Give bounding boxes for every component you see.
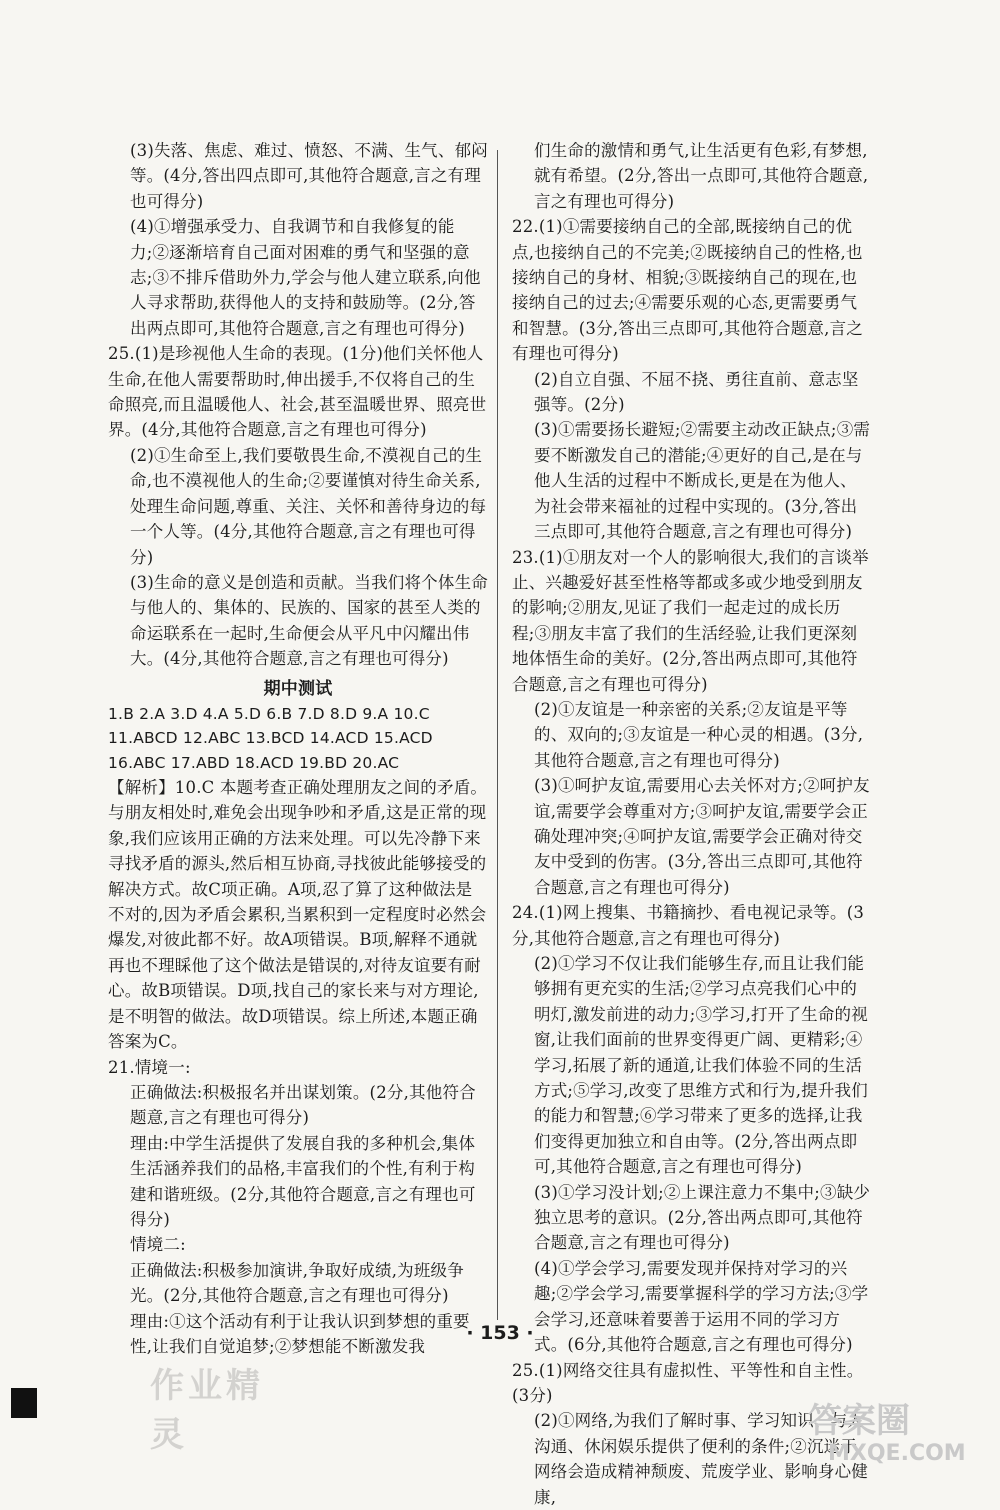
answer-22-1: 22.(1)①需要接纳自己的全部,既接纳自己的优点,也接纳自己的不完美;②既接纳自己的性格,也接纳自己的身材、相貌;③既接纳自己的现在,也接纳自己的过去;④需要乐观的心态,更需要勇气和智慧。(3分,答出三点即可,其他符合题意,言之有理也可得分) — [512, 217, 863, 364]
answer-24-1: 24.(1)网上搜集、书籍摘抄、看电视记录等。(3分,其他符合题意,言之有理也可得分) — [512, 903, 865, 948]
answer-22-2: (2)自立自强、不屈不挠、勇往直前、意志坚强等。(2分) — [534, 369, 859, 415]
answers-row-3: 16.ABC 17.ABD 18.ACD 19.BD 20.AC — [108, 753, 400, 772]
left-column — [108, 138, 488, 1359]
section-title: 期中测试 — [263, 678, 333, 699]
column-divider — [497, 150, 498, 1320]
q21-scenario1-reason: 理由:中学生活提供了发展自我的多种机会,集体生活涵养我们的品格,丰富我们的个性,有利于构建和谐班级。(2分,其他符合题意,言之有理也可得分) — [130, 1133, 476, 1229]
right-column — [512, 138, 872, 1510]
answer-25-2-right: (2)①网络,为我们了解时事、学习知识、与人沟通、休闲娱乐提供了便利的条件;②沉迷于网络会造成精神颓废、荒废学业、影响身心健康, — [534, 1411, 868, 1507]
answer-25-3: (3)生命的意义是创造和贡献。当我们将个体生命与他人的、集体的、民族的、国家的甚至人类的命运联系在一起时,生命便会从平凡中闪耀出伟大。(4分,其他符合题意,言之有理也可得分) — [130, 572, 488, 669]
answer-24-3: (3)失落、焦虑、难过、愤怒、不满、生气、郁闷等。(4分,答出四点即可,其他符合题意,言之有理也可得分) — [130, 141, 488, 211]
answer-23-2: (2)①友谊是一种亲密的关系;②友谊是平等的、双向的;③友谊是一种心灵的相遇。(3分,其他符合题意,言之有理也可得分) — [534, 699, 864, 770]
analysis-paragraph: 【解析】10.C 本题考查正确处理朋友之间的矛盾。与朋友相处时,难免会出现争吵和矛盾,这是正常的现象,我们应该用正确的方法来处理。可以先冷静下来寻找矛盾的源头,然后相互协商,寻找彼此能够接受的解决方式。故C项正确。A项,忍了算了这种做法是不对的,因为矛盾会累积,当累积到一定程度时必然会爆发,对彼此都不好。故A项错误。B项,解释不通就再也不理睬他了这个做法是错误的,对待友谊要有耐心。故B项错误。D项,找自己的家长来与对方理论,是不明智的做法。故D项错误。综上所述,本题正确答案为C。 — [108, 778, 488, 1052]
answer-24-3-right: (3)①学习没计划;②上课注意力不集中;③缺少独立思考的意识。(2分,答出两点即可,其他符合题意,言之有理也可得分) — [534, 1182, 871, 1253]
answer-24-4-right: (4)①学会学习,需要发现并保持对学习的兴趣;②学会学习,需要掌握科学的学习方法;③学会学习,还意味着要善于运用不同的学习方式。(6分,其他符合题意,言之有理也可得分) — [534, 1258, 869, 1355]
q21-scenario2-practice: 正确做法:积极参加演讲,争取好成绩,为班级争光。(2分,其他符合题意,言之有理也可得分) — [130, 1260, 464, 1306]
answers-row-2: 11.ABCD 12.ABC 13.BCD 14.ACD 15.ACD — [108, 729, 433, 748]
answer-23-1: 23.(1)①朋友对一个人的影响很大,我们的言谈举止、兴趣爱好甚至性格等都或多或少地受到朋友的影响;②朋友,见证了我们一起走过的成长历程;③朋友丰富了我们的生活经验,让我们更深刻地体悟生命的美好。(2分,答出两点即可,其他符合题意,言之有理也可得分) — [512, 547, 869, 694]
answer-24-2: (2)①学习不仅让我们能够生存,而且让我们能够拥有更充实的生活;②学习点亮我们心中的明灯,激发前进的动力;③学习,打开了生命的视窗,让我们面前的世界变得更广阔、更精彩;④学习,拓展了新的通道,让我们体验不同的生活方式;⑤学习,改变了思维方式和行为,提升我们的能力和智慧;⑥学习带来了更多的选择,让我们变得更加独立和自由等。(2分,答出两点即可,其他符合题意,言之有理也可得分) — [534, 954, 868, 1177]
page-number: · 153 · — [466, 1322, 534, 1344]
answer-24-4: (4)①增强承受力、自我调节和自我修复的能力;②逐渐培育自己面对困难的勇气和坚强的意志;③不排斥借助外力,学会与他人建立联系,向他人寻求帮助,获得他人的支持和鼓励等。(2分,答出两点即可,其他符合题意,言之有理也可得分) — [130, 217, 481, 338]
answer-25-1: 25.(1)是珍视他人生命的表现。(1分)他们关怀他人生命,在他人需要帮助时,伸出援手,不仅将自己的生命照亮,而且温暖他人、社会,甚至温暖世界、照亮世界。(4分,其他符合题意,言之有理也可得分) — [108, 344, 487, 440]
q21-scenario2-reason: 理由:①这个活动有利于让我认识到梦想的重要性,让我们自觉追梦;②梦想能不断激发我 — [130, 1311, 470, 1356]
answer-23-3: (3)①呵护友谊,需要用心去关怀对方;②呵护友谊,需要学会尊重对方;③呵护友谊,需要学会正确处理冲突;④呵护友谊,需要学会正确对待交友中受到的伤害。(3分,答出三点即可,其他符合题意,言之有理也可得分) — [534, 776, 870, 897]
q21-label: 21.情境一: — [108, 1057, 191, 1077]
answer-22-3: (3)①需要扬长避短;②需要主动改正缺点;③需要不断激发自己的潜能;④更好的自己,是在与他人生活的过程中不断成长,更是在为他人、为社会带来福祉的过程中实现的。(3分,答出三点即可,其他符合题意,言之有理也可得分) — [534, 420, 871, 542]
watermark-text: 作业精灵 — [150, 1366, 264, 1455]
corner-registration-mark — [11, 1388, 37, 1418]
answer-25-1-right: 25.(1)网络交往具有虚拟性、平等性和自主性。(3分) — [512, 1360, 864, 1405]
continuation-text: 们生命的激情和勇气,让生活更有色彩,有梦想,就有希望。(2分,答出一点即可,其他符合题意,言之有理也可得分) — [534, 141, 869, 211]
watermark-logo — [800, 1390, 980, 1465]
q21-scenario1-practice: 正确做法:积极报名并出谋划策。(2分,其他符合题意,言之有理也可得分) — [130, 1082, 476, 1128]
q21-scenario2-label: 情境二: — [130, 1235, 186, 1255]
watermark-logo-url: MXQE.COM — [828, 1441, 966, 1465]
answers-row-1: 1.B 2.A 3.D 4.A 5.D 6.B 7.D 8.D 9.A 10.C — [108, 704, 430, 723]
answer-25-2: (2)①生命至上,我们要敬畏生命,不漠视自己的生命,也不漠视他人的生命;②要谨慎对待生命关系,处理生命问题,尊重、关注、关怀和善待身边的每一个人等。(4分,其他符合题意,言之有理也可得分) — [130, 445, 487, 567]
watermark-logo-text: 答案圈 — [808, 1401, 910, 1441]
